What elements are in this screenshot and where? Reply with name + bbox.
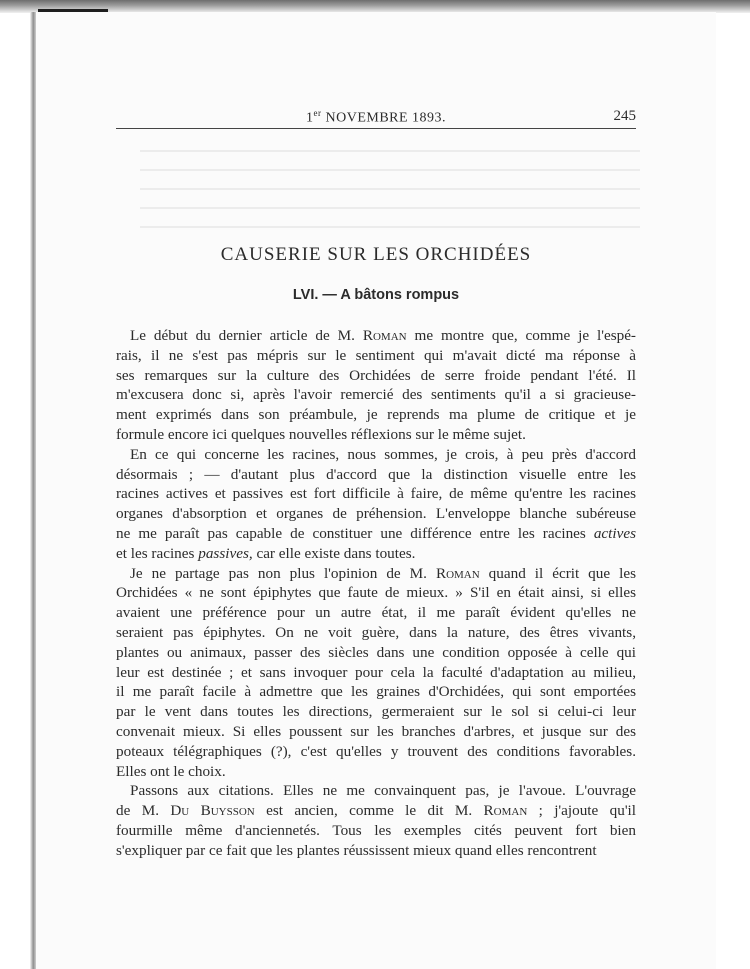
text-line [116,544,636,564]
text-run: il me paraît facile à admettre que les graines d'Orchidées, qui sont emportées [116,683,636,701]
text-run: poteaux télégraphiques (?), c'est qu'elles y trouvent des conditions favorables. [116,742,636,760]
text-run: me montre que, comme je l'espé- [406,327,636,344]
text-run: seraient pas épiphytes. On ne voit guère, dans la nature, des êtres vivants, [116,623,636,641]
text-run: de M. [116,802,171,820]
page-number: 245 [613,108,636,124]
text-run: Passons aux citations. Elles ne me convainquent pas, je l'avoue. L'ouvrage [130,782,636,800]
text-run: ; j'ajoute qu'il [527,802,636,820]
text-line [116,405,636,425]
text-line [116,762,636,782]
text-line [116,722,636,742]
text-line [116,425,636,445]
text-run: car elle existe dans toutes. [252,544,416,562]
text-line [116,603,636,623]
paragraph [116,564,636,782]
text-line [116,663,636,683]
text-run: Orchidées « ne sont épiphytes que faute de mieux. » S'il en était ainsi, si elles [116,584,636,602]
show-through-text [140,150,640,240]
text-run: est ancien, comme le dit M. [254,802,484,820]
text-run: rais, il ne s'est pas mépris sur le sentiment qui m'avait dicté ma réponse à [116,346,636,364]
text-line [116,465,636,485]
paragraph [116,781,636,860]
text-line [116,623,636,643]
text-line [116,366,636,386]
text-run: s'expliquer par ce fait que les plantes réussissent mieux quand elles rencontrent [116,841,597,859]
text-line [116,742,636,762]
text-run: ne me paraît pas capable de constituer une différence entre les racines [116,524,594,542]
text-line [116,346,636,366]
text-run: plantes ou animaux, passer des siècles dans une condition opposée à celle qui [116,643,636,661]
text-run: désormais ; — d'autant plus d'accord que la distinction visuelle entre les [116,465,636,483]
article-subtitle: LVI. — A bâtons rompus [292,287,460,303]
text-run: organes d'absorption et organes de préhension. L'enveloppe blanche subéreuse [116,505,636,523]
author-name: Du Buysson [170,802,255,820]
text-line [116,643,636,663]
article-title: CAUSERIE SUR LES ORCHIDÉES [220,244,532,265]
text-run: fourmille même d'anciennetés. Tous les exemples cités peuvent fort bien [116,821,636,839]
text-run: avaient une préférence pour un autre état, il me paraît évident qu'elles ne [116,604,636,622]
text-run: ment exprimés dans son préambule, je reprends ma plume de critique et je [116,406,636,424]
author-name: Roman [483,802,528,820]
author-name: Roman [435,564,480,582]
text-run: Elles ont le choix. [116,762,226,780]
paragraph [116,326,636,445]
text-line [116,821,636,841]
running-header [116,104,636,129]
text-run: et les racines [116,544,199,562]
text-line [116,781,636,801]
paragraph [116,445,636,564]
text-run: leur est destinée ; et sans invoquer pour cela la faculté d'adaptation au milieu, [116,663,636,681]
text-line [116,504,636,524]
header-date: 1er NOVEMBRE 1893. [306,108,447,126]
text-line [116,484,636,504]
text-line [116,326,636,346]
text-line [116,564,636,584]
text-run: ses remarques sur la culture des Orchidées de serre froide pendant l'été. Il [116,366,636,384]
author-name: Roman [362,327,407,344]
emphasis-text: actives [593,524,636,542]
text-line [116,702,636,722]
text-run: Le début du dernier article de M. [130,327,363,344]
text-run: convenait mieux. Si elles poussent sur les branches d'arbres, et jusque sur des [116,722,636,740]
text-run: En ce qui concerne les racines, nous sommes, je crois, à peu près d'accord [130,445,636,463]
article-body [116,326,636,861]
emphasis-text: passives, [198,544,253,562]
text-run: m'excusera donc si, après l'avoir remercié des sentiments qu'il a si gracieuse- [116,386,636,404]
text-run: Je ne partage pas non plus l'opinion de M. [130,564,436,582]
text-line [116,583,636,603]
text-run: par le vent dans toutes les directions, germeraient sur le sol si celui-ci leur [116,703,636,721]
text-line [116,524,636,544]
text-run: formule encore ici quelques nouvelles réflexions sur le même sujet. [116,425,526,443]
text-run: quand il écrit que les [479,564,636,582]
text-line [116,682,636,702]
text-line [116,385,636,405]
text-line [116,841,636,861]
text-run: racines actives et passives est fort difficile à faire, de même qu'entre les racines [116,485,636,503]
text-line [116,801,636,821]
text-line [116,445,636,465]
